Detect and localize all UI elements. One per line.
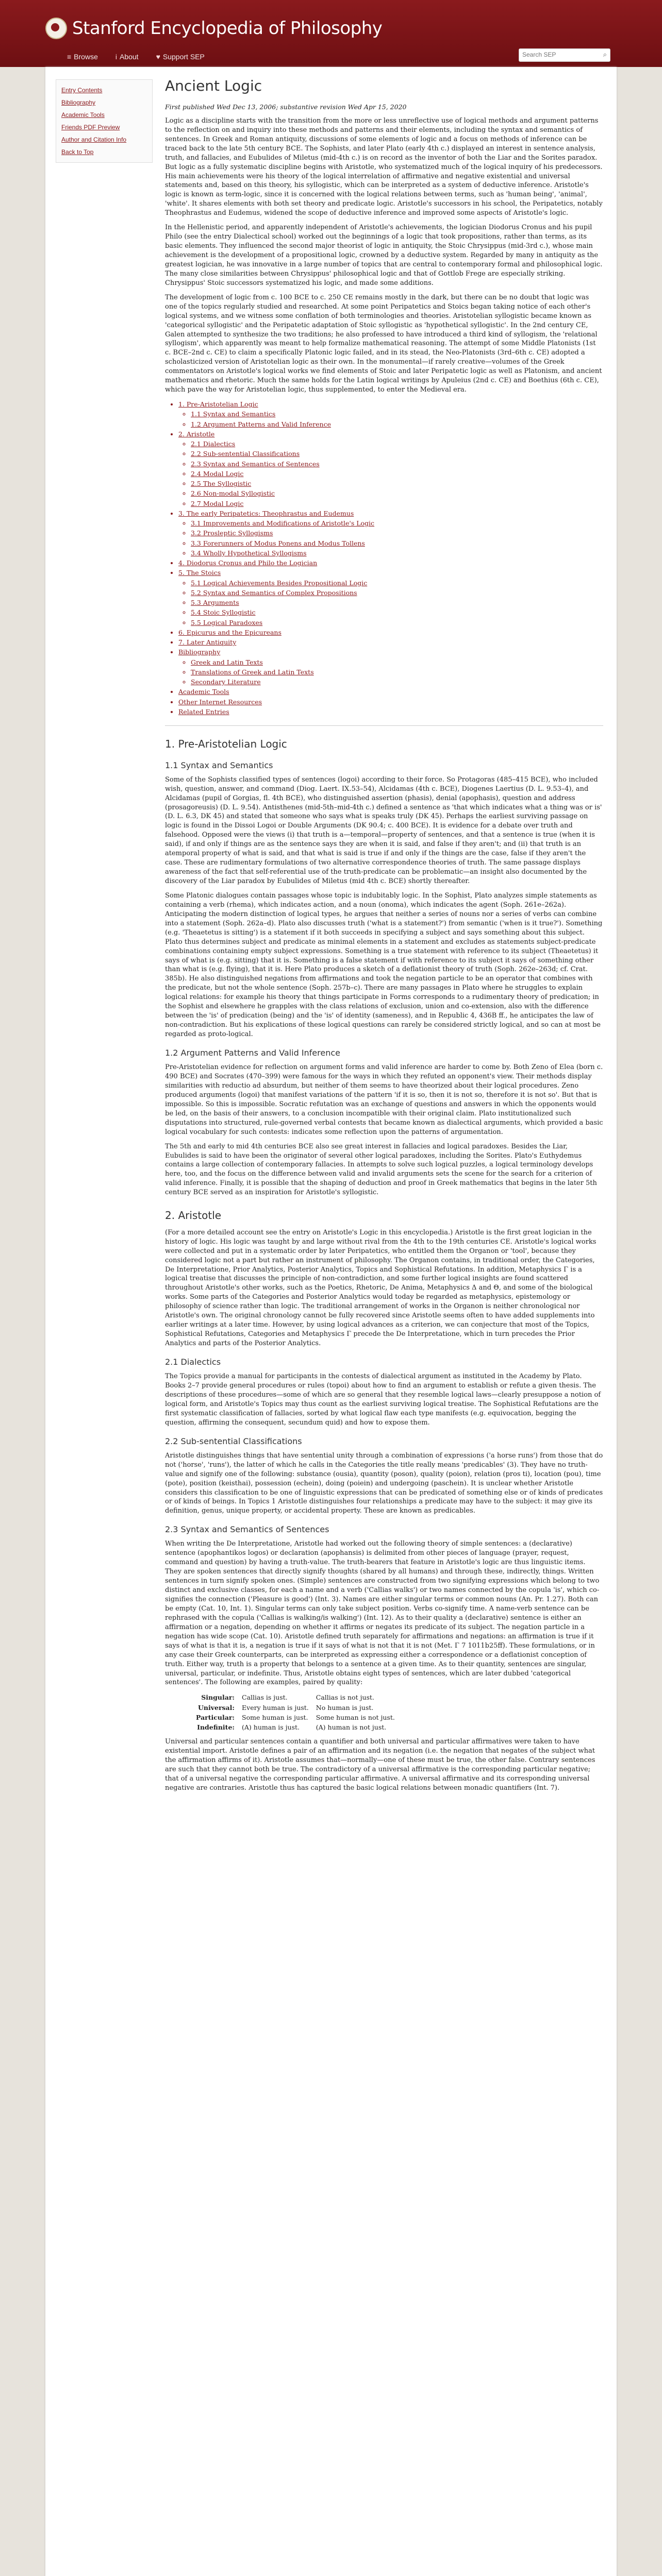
toc-item[interactable]: • 1. Pre-Aristotelian Logic ◦ 1.1 Syntax and Semantics ◦ 1.2 Argument Patterns and Valid Inference — [178, 400, 603, 429]
table-row — [196, 1703, 402, 1713]
search-icon[interactable]: ⌕ — [603, 50, 607, 58]
site-logo[interactable] — [45, 18, 382, 39]
toc-item[interactable]: • 4. Diodorus Cronus and Philo the Logician — [178, 558, 603, 567]
table-cell: Some human is not just. — [316, 1713, 395, 1721]
section-heading: 2. Aristotle — [165, 1209, 222, 1222]
divider — [165, 725, 603, 726]
table-cell: (A) human is not just. — [316, 1723, 387, 1732]
paragraph: The 5th and early to mid 4th centuries BCE also see great interest in fallacies and logical paradoxes. Besides the Liar, Eubulides is said to have been the originator of several other logical paradoxes, including the Sorites. Plato's Euthydemus contains a large collection of contemporary fallacies. In attempts to solve such logical puzzles, a logical terminology develops here, too, and the focus on the difference between valid and invalid arguments sets the scene for the search for a criterion of valid inference. Finally, it is possible that the shaping of deduction and proof in Greek mathematics that begins in the later 5th century BCE served as an inspiration for Aristotle's syllogistic. — [165, 1142, 597, 1197]
paragraph: (For a more detailed account see the entry on Aristotle's Logic in this encyclopedia.) Aristotle is the first great logician in the history of logic. His logic was taught by and large without rival from the 4th to the 19th centuries CE. Aristotle's logical works were collected and put in a systematic order by later Peripatetics, who entitled them the Organon or 'tool', because they considered logic not a part but rather an instrument of philosophy. The Organon contains, in traditional order, the Categories, De Interpretatione, Prior Analytics, Posterior Analytics, Topics and Sophistical Refutations. In addition, Metaphysics Γ is a logical treatise that discusses the principle of non-contradiction, and some further logical insights are found scattered throughout Aristotle's other works, such as the Poetics, Rhetoric, De Anima, Metaphysics Δ and Θ, and some of the biological works. Some parts of the Categories and Posterior Analytics would today be regarded as metaphysics, epistemology or philosophy of science rather than logic. The traditional arrangement of works in the Organon is neither chronological nor Aristotle's own. The original chronology cannot be fully recovered since Aristotle seems often to have added supplements into earlier writings at a later time. However, by using logical advances as a criterion, we can conjecture that most of the Topics, Sophistical Refutations, Categories and Metaphysics Γ precede the De Interpretatione, which in turn precedes the Prior Analytics and parts of the Posterior Analytics. — [165, 1228, 597, 1348]
nav-support[interactable]: ♥ Support SEP — [156, 53, 205, 61]
section-body — [165, 775, 603, 1039]
section-body — [165, 1063, 603, 1197]
paragraph: Logic as a discipline starts with the transition from the more or less unreflective use of logical methods and argument patterns to the reflection on and inquiry into these methods and patterns and their elements, including the syntax and semantics of sentences. In Greek and Roman antiquity, discussions of some elements of logic and a focus on methods of inference can be traced back to the late 5th century BCE. The Sophists, and later Plato (early 4th c.) displayed an interest in sentence analysis, truth, and fallacies, and Eubulides of Miletus (mid-4th c.) is on record as the inventor of both the Liar and the Sorites paradox. But logic as a fully systematic discipline begins with Aristotle, who systematized much of the logical inquiry of his predecessors. His main achievements were his theory of the logical interrelation of affirmative and negative existential and universal statements and, based on this theory, his syllogistic, which can be interpreted as a system of deductive inference. Aristotle's logic is known as term-logic, since it is concerned with the logical relations between terms, such as 'human being', 'animal', 'white'. It shares elements with both set theory and predicate logic. Aristotle's successors in his school, the Peripatetics, notably Theophrastus and Eudemus, widened the scope of deductive inference and improved some aspects of Aristotle's logic. — [165, 116, 603, 217]
toc-subitem[interactable]: ◦ 3.2 Prosleptic Syllogisms — [191, 529, 603, 537]
paragraph: Aristotle distinguishes things that have sentential unity through a combination of expressions ('a horse runs') from those that do not ('horse', 'runs'), the latter of which he calls in the Categories the title really means 'predicables' (3). They have no truth-value and signify one of the following: substance (ousia), quantity (poson), quality (poion), relation (pros ti), location (pou), time (pote), position (keisthai), possession (echein), doing (poiein) and undergoing (paschein). It is unclear whether Aristotle considers this classification to be one of linguistic expressions that can be predicated of something else or of kinds of predicates or of kinds of beings. In Topics 1 Aristotle distinguishes four relationships a predicate may have to the subject: it may give its definition, genus, unique property, or accidental property. These are known as predicables. — [165, 1451, 603, 1515]
toc-item[interactable]: • 3. The early Peripatetics: Theophrastus and Eudemus ◦ 3.1 Improvements and Modifications of Aristotle's Logic ◦ 3.2 Prosleptic Syllogisms ◦ 3.3 Forerunners of Modus Ponens and Modus Tollens ◦ 3.4 Wholly Hypothetical Syllogisms — [178, 509, 603, 557]
toc-subitem[interactable]: ◦ 2.3 Syntax and Semantics of Sentences — [191, 460, 603, 468]
info-icon: i — [115, 53, 117, 61]
table-row — [196, 1713, 402, 1722]
search-box[interactable] — [519, 48, 610, 62]
table-cell: Callias is not just. — [316, 1693, 374, 1702]
article-preamble — [165, 116, 603, 395]
paragraph: In the Hellenistic period, and apparently independent of Aristotle's achievements, the logician Diodorus Cronus and his pupil Philo (see the entry Dialectical school) worked out the beginnings of a logic that took propositions, rather than terms, as its basic elements. They influenced the second major theorist of logic in antiquity, the Stoic Chrysippus (mid-3rd c.), whose main achievement is the development of a propositional logic, crowned by a deductive system. Regarded by many in antiquity as the greatest logician, he was innovative in a large number of topics that are central to contemporary formal and philosophical logic. The many close similarities between Chrysippus' philosophical logic and that of Gottlob Frege are especially striking. Chrysippus' Stoic successors systematized his logic, and made some additions. — [165, 224, 603, 287]
page-title: Ancient Logic — [165, 77, 262, 94]
table-cell: (A) human is just. — [242, 1723, 300, 1732]
sidebar-link-pdf-preview[interactable]: Friends PDF Preview — [61, 124, 120, 131]
section-body — [165, 1228, 603, 1348]
toc-subitem[interactable]: ◦ 2.2 Sub-sentential Classifications — [191, 449, 603, 458]
toc-list — [165, 400, 603, 716]
paragraph: When writing the De Interpretatione, Aristotle had worked out the following theory of simple sentences: a (declarative) sentence (apophantikos logos) or declaration (apophansis) is delimited from other pieces of language (prayer, request, command and question) by having a truth-value. The truth-bearers that feature in Aristotle's logic are thus linguistic items. They are spoken sentences that directly signify thoughts (shared by all humans) and through these, indirectly, things. Written sentences in turn signify spoken ones. (Simple) sentences are constructed from two signifying expressions which belong to two distinct and exclusive classes, for each a name and a verb ('Callias walks') or two names connected by the copula 'is', which co-signifies the connection ('Pleasure is good') (Int. 3). Names are either singular terms or common nouns (An. Pr. 1.27). Both can be empty (Cat. 10, Int. 1). Singular terms can only take subject position. Verbs co-signify time. A name-verb sentence can be rephrased with the copula ('Callias is walking/is walking') (Int. 12). As to their quality a (declarative) sentence is either an affirmation or a negation, depending on whether it affirms or negates its predicate of its subject. The negation particle in a negation has wide scope (Cat. 10). Aristotle defined truth separately for affirmations and negations: an affirmation is true if it says of what is that it is, a negation is true if it says of what is not that it is not (Met. Γ 7 1011b25ff). These formulations, or in any case their Greek counterparts, can be interpreted as expressing either a correspondence or a deflationist conception of truth. Either way, truth is a property that belongs to a sentence at a given time. As to their quantity, sentences are singular, universal, particular, or indefinite. Thus, Aristotle obtains eight types of sentences, which are later dubbed 'categorical sentences'. The following are examples, paired by quality: — [165, 1540, 600, 1687]
table-cell: Indefinite: — [197, 1723, 235, 1732]
toc-subitem[interactable]: ◦ 5.5 Logical Paradoxes — [191, 618, 603, 627]
publication-info: First published Wed Dec 13, 2006; substantive revision Wed Apr 15, 2020 — [165, 103, 407, 111]
toc-subitem[interactable]: ◦ Greek and Latin Texts — [191, 658, 603, 667]
main-nav — [67, 53, 205, 61]
section-body — [165, 1737, 603, 1793]
subsection-heading: 1.1 Syntax and Semantics — [165, 760, 273, 770]
subsection-heading: 2.1 Dialectics — [165, 1357, 221, 1367]
table-cell: Callias is just. — [242, 1693, 288, 1702]
sep-seal-icon — [45, 18, 67, 39]
nav-about[interactable]: i About — [115, 53, 139, 61]
toc-item[interactable]: • 7. Later Antiquity — [178, 638, 603, 647]
article-main — [165, 76, 603, 1798]
sidebar-link-academic-tools[interactable]: Academic Tools — [61, 111, 105, 118]
section-heading: 1. Pre-Aristotelian Logic — [165, 738, 287, 751]
paragraph: Universal and particular sentences contain a quantifier and both universal and particular affirmatives were taken to have existential import. Aristotle defines a pair of an affirmation and its negation (i.e. the negation that negates of the subject what the affirmation affirms of it). Aristotle assumes that—normally—one of these must be true, the other false. Contrary sentences are such that they cannot both be true. The contradictory of a universal affirmative is the corresponding particular negative; that of a universal negative the corresponding particular affirmative. A universal affirmative and its corresponding universal negative are contraries. Aristotle thus has captured the basic logical relations between monadic quantifiers (Int. 7). — [165, 1738, 595, 1792]
subsection-heading: 1.2 Argument Patterns and Valid Inference — [165, 1047, 340, 1058]
paragraph: Some Platonic dialogues contain passages whose topic is indubitably logic. In the Sophist, Plato analyzes simple statements as containing a verb (rhema), which indicates action, and a noun (onoma), which indicates the agent (Soph. 261e–262a). Anticipating the modern distinction of logical types, he argues that neither a series of nouns nor a series of verbs can combine into a statement (Soph. 262a–d). Plato also discusses truth ('what is a statement?') from semantic ('when is it true?'). Something (e.g. 'Theaetetus is sitting') is a statement if it both succeeds in specifying a subject and says something about this subject. Plato thus determines subject and predicate as minimal elements in a statement and excludes as statements subject-predicate combinations containing empty subject expressions. Something is a true statement with reference to its subject (Theaetetus) it says of what is (e.g. sitting) that it is. Something is a false statement if with reference to its subject it says of something other than what is (e.g. flying), that it is. Here Plato produces a sketch of a deflationist theory of truth (Soph. 262e–263d; cf. Crat. 385b). He also distinguished negations from affirmations and took the negation particle to be an operator that combines with the predicate, but not the whole sentence (Soph. 257b–c). There are many passages in Plato where he struggles to explain logical relations: for example his theory that things participate in Forms corresponds to a rudimentary theory of predication; in the Sophist and elsewhere he grapples with the class relations of exclusion, union and co-extension, also with the difference between the 'is' of predication (being) and the 'is' of identity (sameness), and in Republic 4, 436B ff., he anticipates the law of non-contradiction. But his explications of these logical questions can rarely be considered strictly logical, and so can at most be regarded as proto-logical. — [165, 891, 603, 1039]
toc-item[interactable]: • Bibliography ◦ Greek and Latin Texts ◦ Translations of Greek and Latin Texts ◦ Secondary Literature — [178, 648, 603, 686]
toc-subitem[interactable]: ◦ 5.2 Syntax and Semantics of Complex Propositions — [191, 588, 603, 597]
table-cell: Some human is just. — [242, 1713, 308, 1721]
toc-subitem[interactable]: ◦ 2.4 Modal Logic — [191, 469, 603, 478]
toc-subitem[interactable]: ◦ 1.2 Argument Patterns and Valid Inference — [191, 420, 603, 429]
sidebar-link-entry-contents[interactable]: Entry Contents — [61, 87, 103, 94]
heart-icon: ♥ — [156, 53, 160, 61]
table-of-contents — [165, 400, 603, 716]
toc-subitem[interactable]: ◦ 2.7 Modal Logic — [191, 499, 603, 508]
toc-subitem[interactable]: ◦ 3.4 Wholly Hypothetical Syllogisms — [191, 549, 603, 557]
toc-item[interactable]: • Academic Tools — [178, 687, 603, 696]
paragraph: Pre-Aristotelian evidence for reflection on argument forms and valid inference are harder to come by. Both Zeno of Elea (born c. 490 BCE) and Socrates (470–399) were famous for the ways in which they refuted an opponent's view. Their methods display similarities with reductio ad absurdum, but neither of them seems to have theorized about their logical procedures. Zeno produced arguments (logoi) that manifest variations of the pattern 'if it is so, then it is not so, therefore it is not so'. But that is impossible. So this is impossible. Socratic refutation was an exchange of questions and answers in which the opponents would be led, on the basis of their answers, to a conclusion incompatible with their original claim. Plato institutionalized such disputations into structured, rule-governed verbal contests that became known as dialectical arguments, which provided a basic logical vocabulary for such contests: indicates some reflection upon the patterns of argumentation. — [165, 1063, 603, 1136]
table-row — [196, 1722, 402, 1732]
toc-subitem[interactable]: ◦ 1.1 Syntax and Semantics — [191, 410, 603, 418]
table-cell: Universal: — [197, 1703, 235, 1711]
toc-subitem[interactable]: ◦ 5.4 Stoic Syllogistic — [191, 608, 603, 617]
site-title[interactable]: Stanford Encyclopedia of Philosophy — [72, 18, 383, 39]
nav-browse[interactable]: ≡ Browse — [67, 53, 98, 61]
toc-subitem[interactable]: ◦ Secondary Literature — [191, 677, 603, 686]
toc-subitem[interactable]: ◦ 2.1 Dialectics — [191, 439, 603, 448]
sidebar — [56, 79, 153, 163]
table-row — [196, 1692, 402, 1702]
toc-subitem[interactable]: ◦ 5.1 Logical Achievements Besides Propositional Logic — [191, 579, 603, 587]
toc-subitem[interactable]: ◦ 2.6 Non-modal Syllogistic — [191, 489, 603, 498]
toc-item[interactable]: • 2. Aristotle ◦ 2.1 Dialectics ◦ 2.2 Sub-sentential Classifications ◦ 2.3 Syntax and Semantics of Sentences ◦ 2.4 Modal Logic ◦ 2.5 The Syllogistic ◦ 2.6 Non-modal Syllogistic ◦ 2.7 Modal Logic — [178, 430, 603, 508]
sidebar-links — [56, 79, 153, 163]
table-cell: Every human is just. — [242, 1703, 309, 1711]
page-container — [45, 67, 617, 2576]
table-cell: Particular: — [196, 1713, 235, 1721]
section-body — [165, 1451, 603, 1516]
toc-item[interactable]: • Related Entries — [178, 707, 603, 716]
sidebar-link-bibliography[interactable]: Bibliography — [61, 99, 96, 106]
toc-subitem[interactable]: ◦ 3.1 Improvements and Modifications of Aristotle's Logic — [191, 519, 603, 528]
toc-subitem[interactable]: ◦ 5.3 Arguments — [191, 598, 603, 607]
menu-icon: ≡ — [67, 53, 72, 61]
subsection-heading: 2.2 Sub-sentential Classifications — [165, 1436, 302, 1446]
toc-subitem[interactable]: ◦ 2.5 The Syllogistic — [191, 479, 603, 488]
paragraph: The Topics provide a manual for participants in the contests of dialectical argument as instituted in the Academy by Plato. Books 2–7 provide general procedures or rules (topoi) about how to find an argument to establish or refute a given thesis. The descriptions of these procedures—some of which are so general that they resemble logical laws—clearly presuppose a notion of logical form, and Aristotle's Topics may thus count as the earliest surviving logical treatise. The Sophistical Refutations are the first systematic classification of fallacies, sorted by what logical flaw each type manifests (e.g. equivocation, begging the question, affirming the consequent, secundum quid) and how to expose them. — [165, 1372, 601, 1427]
paragraph: The development of logic from c. 100 BCE to c. 250 CE remains mostly in the dark, but there can be no doubt that logic was one of the topics regularly studied and researched. At some point Peripatetics and Stoics began taking notice of each other's logical systems, and we witness some conflation of both terminologies and theories. Aristotelian syllogistic became known as 'categorical syllogistic' and the Peripatetic adaptation of Stoic syllogistic as 'hypothetical syllogistic'. In the 2nd century CE, Galen attempted to synthesize the two traditions; he also professed to have introduced a third kind of syllogism, the 'relational syllogism', which apparently was meant to help formalize mathematical reasoning. The attempt of some Middle Platonists (1st c. BCE–2nd c. CE) to claim a specifically Platonic logic failed, and in its stead, the Neo-Platonists (3rd–6th c. CE) adopted a scholasticized version of Aristotelian logic as their own. In the monumental—if rarely creative—volumes of the Greek commentators on Aristotle's logical works we find elements of Stoic and later Peripatetic logic as well as Platonism, and ancient mathematics and rhetoric. Much the same holds for the Latin logical writings by Apuleius (2nd c. CE) and Boethius (6th c. CE), which pave the way for Aristotelian logic, thus supplemented, to enter the Medieval era. — [165, 293, 602, 394]
subsection-heading: 2.3 Syntax and Semantics of Sentences — [165, 1524, 329, 1535]
section-body — [165, 1539, 603, 1687]
paragraph: Some of the Sophists classified types of sentences (logoi) according to their force. So Protagoras (485–415 BCE), who included wish, question, answer, and command (Diog. Laert. IX.53–54), Alcidamas (4th c. BCE), Diogenes Laertius (D. L. 9.53–4), and Alcidamas (pupil of Gorgias, fl. 4th BCE), who distinguished assertion (phasis), denial (apophasis), question and address (prosagoreusis) (D. L. 9.54). Antisthenes (mid-5th–mid-4th c.) defined a sentence as 'that which indicates what a thing was or is' (D. L. 6.3, DK 45) and stated that someone who says what is speaks truly (DK 45). Perhaps the earliest surviving passage on logic is found in the Dissoi Logoi or Double Arguments (DK 90.4; c. 400 BCE). It is evidence for a debate over truth and falsehood. Opposed were the views (i) that truth is a—temporal—property of sentences, and that a sentence is true (when it is said), if and only if things are as the sentence says they are when it is said, and false if they aren't; and (ii) that truth is an atemporal property of what is said, and that what is said is true if and only if the things are the case, false if they aren't the case. These are rudimentary formulations of two alternative correspondence theories of truth. The same passage displays awareness of the fact that self-referential use of the truth-predicate can be problematic—an insight also documented by the discovery of the Liar paradox by Eubulides of Miletus (mid 4th c. BCE) shortly thereafter. — [165, 775, 602, 886]
table-cell: Singular: — [201, 1693, 235, 1702]
toc-subitem[interactable]: ◦ 3.3 Forerunners of Modus Ponens and Modus Tollens — [191, 539, 603, 548]
table-cell: No human is just. — [316, 1703, 374, 1711]
toc-item[interactable]: • 5. The Stoics ◦ 5.1 Logical Achievements Besides Propositional Logic ◦ 5.2 Syntax and Semantics of Complex Propositions ◦ 5.3 Arguments ◦ 5.4 Stoic Syllogistic ◦ 5.5 Logical Paradoxes — [178, 568, 603, 627]
site-header — [0, 0, 662, 67]
toc-item[interactable]: • 6. Epicurus and the Epicureans — [178, 628, 603, 637]
toc-subitem[interactable]: ◦ Translations of Greek and Latin Texts — [191, 668, 603, 676]
sentence-quality-table — [196, 1692, 402, 1732]
section-body — [165, 1372, 603, 1428]
sidebar-link-author-info[interactable]: Author and Citation Info — [61, 136, 127, 143]
sidebar-link-back-to-top[interactable]: Back to Top — [61, 148, 94, 156]
search-input[interactable] — [519, 49, 598, 60]
toc-item[interactable]: • Other Internet Resources — [178, 698, 603, 706]
